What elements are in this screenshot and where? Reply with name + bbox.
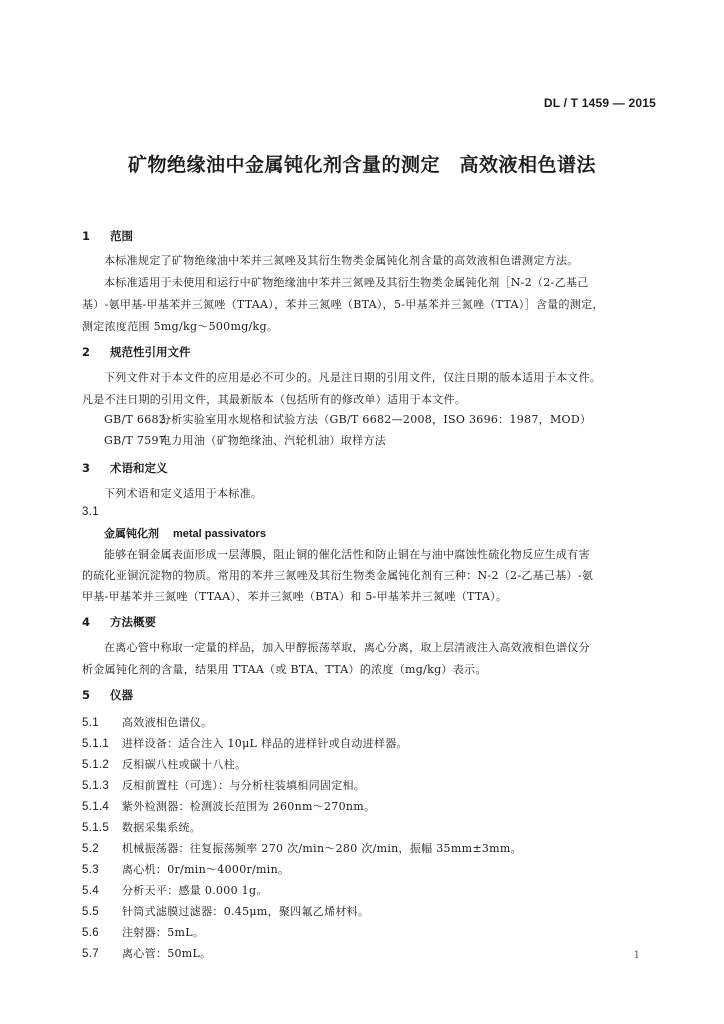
section-number: 1 (82, 229, 91, 243)
section-2-paragraph-line-1: 下列文件对于本文件的应用是必不可少的。凡是注日期的引用文件，仅注日期的版本适用于本文件。 (104, 371, 602, 384)
reference-code: GB/T 6682 (104, 413, 167, 426)
term-entry (104, 525, 266, 541)
item-number: 5.2 (82, 843, 99, 855)
item-number: 5.7 (82, 948, 99, 960)
item-text: 反相碳八柱或碳十八柱。 (122, 758, 247, 771)
instrument-item (82, 735, 408, 751)
section-2-heading (82, 344, 191, 360)
instrument-item (82, 714, 212, 730)
item-number: 5.1.1 (82, 738, 110, 750)
section-1-paragraph-1: 本标准规定了矿物绝缘油中苯并三氮唑及其衍生物类金属钝化剂含量的高效液相色谱测定方法。 (104, 254, 579, 267)
term-chinese: 金属钝化剂 (104, 527, 159, 540)
section-4-paragraph-line-1: 在离心管中称取一定量的样品，加入甲醇振荡萃取，离心分离，取上层清液注入高效液相色谱仪分 (104, 641, 590, 654)
item-text: 离心机：0r/min～4000r/min。 (122, 863, 290, 876)
reference-code: GB/T 7597 (104, 434, 167, 447)
item-number: 5.5 (82, 906, 99, 918)
section-number: 5 (82, 688, 91, 702)
instrument-item (82, 777, 365, 793)
instrument-item (82, 903, 369, 919)
instrument-item (82, 882, 268, 898)
section-number: 4 (82, 615, 91, 629)
definition-line-1: 能够在铜金属表面形成一层薄膜，阻止铜的催化活性和防止铜在与油中腐蚀性硫化物反应生成有害 (104, 548, 590, 561)
item-number: 5.1.5 (82, 822, 110, 834)
definition-line-2: 的硫化亚铜沉淀物的物质。常用的苯并三氮唑及其衍生物类金属钝化剂有三种：N-2（2-乙基己基）-氨 (82, 569, 594, 582)
section-3-intro: 下列术语和定义适用于本标准。 (104, 487, 263, 500)
section-1-paragraph-2-line-3: 测定浓度范围 5mg/kg～500mg/kg。 (82, 320, 279, 333)
section-4-heading (82, 614, 156, 630)
section-5-heading (82, 687, 133, 703)
normative-reference (104, 432, 386, 448)
item-number: 5.1 (82, 717, 99, 729)
section-title: 规范性引用文件 (110, 345, 191, 359)
page-number: 1 (633, 950, 640, 961)
item-number: 5.6 (82, 927, 99, 939)
section-title: 仪器 (110, 688, 133, 702)
item-text: 紫外检测器：检测波长范围为 260nm～270nm。 (122, 800, 376, 813)
reference-title: 分析实验室用水规格和试验方法（GB/T 6682—2008，ISO 3696：1987，MOD） (160, 413, 592, 426)
item-number: 5.1.4 (82, 801, 110, 813)
section-1-paragraph-2-line-1: 本标准适用于未使用和运行中矿物绝缘油中苯并三氮唑及其衍生物类金属钝化剂［N-2（2-乙基己 (104, 276, 589, 289)
instrument-item (82, 819, 201, 835)
subsection-number: 3.1 (82, 506, 99, 518)
item-text: 进样设备：适合注入 10μL 样品的进样针或自动进样器。 (122, 737, 408, 750)
item-text: 反相前置柱（可选）：与分析柱装填相同固定相。 (122, 779, 366, 792)
item-text: 机械振荡器：往复振荡频率 270 次/min～280 次/min，振幅 35mm±3mm。 (122, 842, 522, 855)
instrument-item (82, 924, 204, 940)
item-text: 针筒式滤膜过滤器：0.45μm，聚四氟乙烯材料。 (122, 905, 370, 918)
section-3-heading (82, 460, 168, 476)
item-text: 高效液相色谱仪。 (122, 716, 213, 729)
section-2-paragraph-line-2: 凡是不注日期的引用文件，其最新版本（包括所有的修改单）适用于本文件。 (82, 393, 467, 406)
section-number: 2 (82, 345, 91, 359)
normative-reference (104, 411, 591, 427)
item-number: 5.1.3 (82, 780, 110, 792)
section-title: 方法概要 (110, 615, 156, 629)
instrument-item (82, 840, 522, 856)
reference-title: 电力用油（矿物绝缘油、汽轮机油）取样方法 (160, 434, 386, 447)
definition-line-3: 甲基-甲基苯并三氮唑（TTAA）、苯并三氮唑（BTA）和 5-甲基苯并三氮唑（TTA）。 (82, 590, 508, 603)
item-text: 分析天平：感量 0.000 1g。 (122, 884, 268, 897)
section-title: 术语和定义 (110, 461, 168, 475)
instrument-item (82, 945, 211, 961)
document-title: 矿物绝缘油中金属钝化剂含量的测定 高效液相色谱法 (127, 154, 596, 176)
section-1-paragraph-2-line-2: 基）-氨甲基-甲基苯并三氮唑（TTAA），苯并三氮唑（BTA），5-甲基苯并三氮唑（TTA）］含量的测定， (82, 298, 604, 311)
term-english: metal passivators (173, 528, 266, 540)
item-number: 5.3 (82, 864, 99, 876)
standard-code: DL / T 1459 — 2015 (543, 96, 656, 110)
item-text: 数据采集系统。 (122, 821, 202, 834)
item-text: 离心管：50mL。 (122, 947, 212, 960)
item-number: 5.4 (82, 885, 99, 897)
section-title: 范围 (110, 229, 133, 243)
item-number: 5.1.2 (82, 759, 110, 771)
section-1-heading (82, 228, 133, 244)
section-4-paragraph-line-2: 析金属钝化剂的含量，结果用 TTAA（或 BTA、TTA）的浓度（mg/kg）表示。 (82, 663, 487, 676)
item-text: 注射器：5mL。 (122, 926, 205, 939)
instrument-item (82, 861, 289, 877)
instrument-item (82, 756, 246, 772)
instrument-item (82, 798, 375, 814)
section-number: 3 (82, 461, 91, 475)
